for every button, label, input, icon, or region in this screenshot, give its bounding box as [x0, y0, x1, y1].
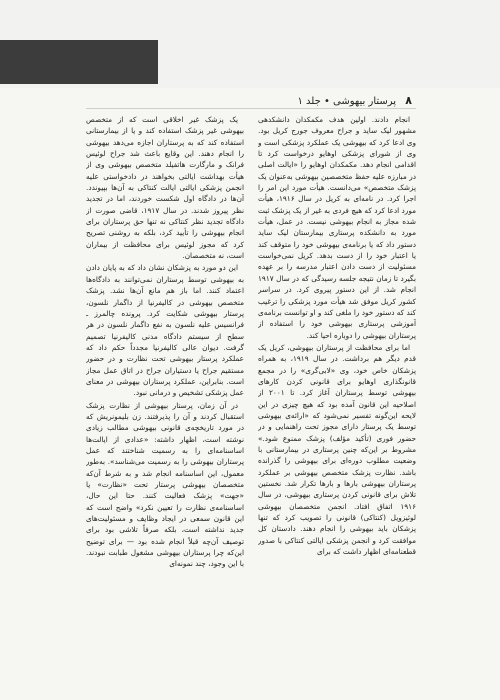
paragraph: در آن زمان، پرستار بیهوشی از نظارت پزشک استقبال کردند و آن را پذیرفتند. زن بلیمونریش که در مورد تاریخچه‌ی قانونی بیهوشی مطالب زیادی نوشته است، اظهار داشته: «عدادی از ایالت‌ها اساسنامه‌ای را به رسمیت شناختند که عمل پرستاران بیهوشی را به رسمیت می‌شناسد». به‌طور معمول، این اساسنامه انجام شد و به شرط آن‌که متخصصان بیهوشی پرستار تحت «نظارت» یا «جهت» پزشک فعالیت کنند. حتا این حال، اساسنامه‌ی نظارت را تعیین نکرد» واضح است که این قانون سمعی در ایجاد وظایف و مسئولیت‌های جدید نداشته است، بلکه صرفاً تلاشی بود برای توصیف آن‌چه قبلاً انجام شده بود — برای توضیح این‌که چرا پرستاران بیهوشی مشغول طبابت نبودند. با این وجود، چند نمونه‌ای	[86, 400, 244, 569]
paragraph: یک پزشک غیر اخلاقی است که از متخصص بیهوشی غیر پزشک استفاده کند و یا از بیمارستانی استفاده کند که به پرستاران اجازه می‌دهد بیهوشی را انجام دهند. این وقایع باعث شد جراح لوئیس فرانک و مارگارت هاتفیلد متخصص بیهوشی وی از هیأت بهداشت ایالتی بخواهند در دادخواستی علیه انجمن پزشکی ایالتی ایالت کنتاکی به آن‌ها بپیوندد. آن‌ها در دادگاه اول شکست خوردند، اما در تجدید نظر پیروز شدند. در سال ۱۹۱۷، قاضی صورت از دادگاه تجدید نظر کنتاکی نه تنها حق پرستاران برای انجام بیهوشی را تأیید کرد، بلکه به روشنی تصریح کرد که مجوز لوئیس برای محافظت از بیماران است، نه متخصصان.	[86, 115, 244, 261]
text-column-right	[258, 114, 416, 674]
page-number: ۸	[405, 94, 412, 107]
header-rule	[86, 108, 416, 109]
chapter-tab-marker	[0, 40, 158, 84]
paragraph: این دو مورد به پزشکان نشان داد که به پایان دادن به بیهوشی توسط پرستاران نمی‌توانند به دادگاه‌ها اعتماد کنند. اما باز هم مانع آن‌ها نشد. پزشک متخصص بیهوشی در کالیفرنیا از داگمار نلسون، پرستار بیهوشی شکایت کرد. پرونده چالمرز ـ فرانسیس علیه نلسون به نفع داگمار نلسون در هر سطح از سیستم دادگاه مدنی کالیفرنیا تصمیم گرفت. دیوان عالی کالیفرنیا مجدداً حکم داد که عملکرد پرستار بیهوشی تحت نظارت و در حضور مستقیم جراح یا دستیاران جراح در اتاق عمل مجاز است. بنابراین، عملکرد پرستاران بیهوشی در معنای عمل پزشکی تشخیص و درمانی نبود.	[86, 263, 244, 398]
running-head-title: پرستار بیهوشی • جلد ۱	[297, 96, 397, 107]
running-head	[298, 94, 413, 107]
text-column-left	[86, 114, 244, 674]
paragraph: اما برای محافظت از پرستاران بیهوشی، کریل یک قدم دیگر هم برداشت. در سال ۱۹۱۹، به همراه پزشکان خاص خود، وی «لابی‌گری» را در مجمع قانونگذاری اوهایو برای قانونی کردن کارهای بیهوشی توسط پرستاران آغاز کرد. تا ۲۰۰۱ از اصلاحیه این قانون آمده بود که هیچ چیزی در این لایحه این‌گونه تفسیر نمی‌شود که «ارائه‌ی بیهوشی توسط یک پرستار دارای مجوز تحت راهنمایی و در حضور فوری (تأکید مؤلف) پزشک ممنوع شود.» مشروط بر این‌که چنین پرستاری در بیمارستانی با وضعیت مطلوب دوره‌ای برای بیهوشی را گذرانده باشد. نظارت پزشک متخصص بیهوشی بر عملکرد پرستاران بیهوشی بارها و بارها تکرار شد. نخستین تلاش برای قانونی کردن پرستاری بیهوشی، در سال ۱۹۱۶ اتفاق افتاد. انجمن متخصصان بیهوشی لوئیزویل (کنتاکی) قانونی را تصویب کرد که تنها پزشکان باید بیهوشی را انجام دهند. دادستان کل موافقت کرد و انجمن پزشکی ایالتی کنتاکی با صدور قطعنامه‌ای اظهار داشت که برای	[258, 342, 416, 557]
paragraph: انجام دادند. اولین هدف مکمکدان دانشکدهی مشهور لیک ساید و جراح معروف جورج کریل بود. وی ادعا کرد که بیهوشی یک عملکرد پزشکی است و وی از شورای پزشکی اوهایو درخواست کرد تا اقدامی انجام دهد. مکمکدان اوهایو را «ایالت اصلی در مبارزه علیه حفظ متخصصین بیهوشی به‌عنوان یک پزشک متخصص» می‌دانست. هیأت مورد این امر را اجرا کرد. در نامه‌ای به کریل در سال ۱۹۱۶، هیأت مورد ادعا کرد که هیچ فردی به غیر از یک پزشک ثبت شده مجاز به انجام بیهوشی نیست. در عمل، هیأت مورد به دانشکده پرستاری بیمارستان لیک ساید دستور داد که یا برنامه‌ی بیهوشی خود را متوقف کند یا اعتبار خود را از دست بدهد. کریل نمی‌خواست مسئولیت از دست دادن اعتبار مدرسه را بر عهده بگیرد تا زمان نتیجه جلسه رسیدگی که در سال ۱۹۱۷ انجام شد. از این دستور پیروی کرد. در سراسر کشور کریل موفق شد هیأت مورد پزشکی را ترغیب کند که دستور خود را ملغی کند و او توانست برنامه‌ی آموزشی پرستاری بیهوشی خود را استفاده از پرستاران بیهوشی را دوباره احیا کند.	[258, 115, 416, 340]
